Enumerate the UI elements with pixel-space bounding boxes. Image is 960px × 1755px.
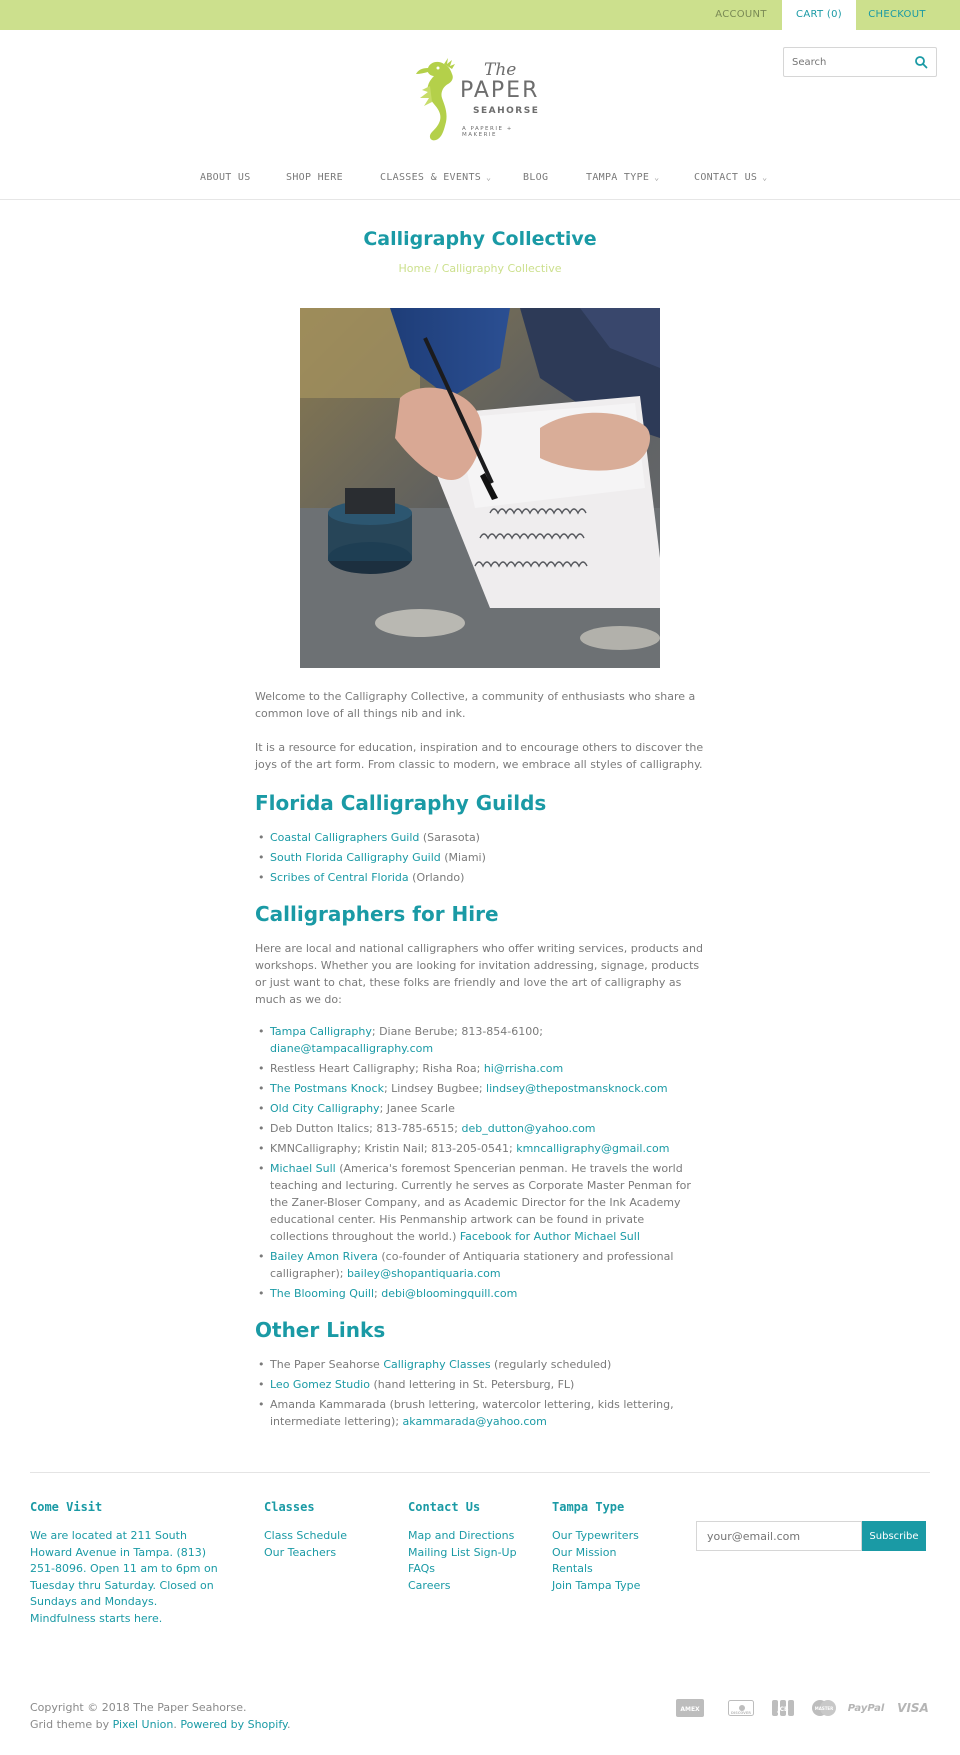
footer-link-mission[interactable]: Our Mission	[552, 1545, 617, 1559]
list-item-text: ;	[374, 1287, 382, 1300]
footer-tampa-type	[552, 1500, 682, 1594]
pixel-union-link[interactable]: Pixel Union	[112, 1717, 174, 1731]
list-item	[255, 1100, 705, 1117]
list-item-text: Amanda Kammarada (brush lettering, watercolor lettering, kids lettering, intermediate lettering);	[270, 1398, 674, 1428]
calligrapher-link[interactable]: Tampa Calligraphy	[270, 1025, 372, 1038]
guild-link[interactable]: Scribes of Central Florida	[270, 871, 409, 884]
mastercard-label: MASTER	[814, 1706, 834, 1711]
chevron-down-icon: ⌄	[654, 173, 660, 182]
copyright-text: Copyright © 2018 The Paper Seahorse.	[30, 1701, 247, 1714]
email-link[interactable]: deb_dutton@yahoo.com	[461, 1122, 596, 1135]
account-link[interactable]: ACCOUNT	[715, 9, 767, 20]
breadcrumb	[0, 262, 960, 275]
list-item-text: (Miami)	[440, 851, 486, 864]
list-item-text: (Orlando)	[408, 871, 465, 884]
theme-credit	[30, 1717, 290, 1734]
guild-link[interactable]: South Florida Calligraphy Guild	[270, 851, 441, 864]
breadcrumb-current: Calligraphy Collective	[441, 262, 562, 275]
calligrapher-link[interactable]: The Blooming Quill	[270, 1287, 375, 1300]
intro-paragraph: Welcome to the Calligraphy Collective, a community of enthusiasts who share a common love of all things nib and ink.	[255, 690, 696, 720]
email-link[interactable]: bailey@shopantiquaria.com	[346, 1267, 501, 1280]
visa-icon: VISA	[897, 1701, 929, 1715]
list-item-text: (co-founder of Antiquaria stationery and professional calligrapher);	[270, 1250, 674, 1280]
breadcrumb-home[interactable]: Home	[398, 262, 431, 275]
calligrapher-link[interactable]: Michael Sull	[270, 1162, 336, 1175]
jcb-label: JCB	[777, 1706, 789, 1713]
site-logo[interactable]	[412, 54, 548, 146]
logo-tagline: A PAPERIE + MAKERIE	[462, 126, 513, 138]
list-item-text: ; Diane Berube; 813-854-6100;	[371, 1025, 543, 1038]
list-item	[255, 1023, 705, 1057]
email-link[interactable]: kmncalligraphy@gmail.com	[516, 1142, 670, 1155]
calligrapher-link[interactable]: The Postmans Knock	[270, 1082, 384, 1095]
hire-intro: Here are local and national calligraphers who offer writing services, products and workshops. Whether you are looking for invitation addressing, signage, products or just want to chat, these folks are friendly and love the art of calligraphy as much as we do:	[255, 942, 703, 1006]
chevron-down-icon: ⌄	[762, 173, 768, 182]
main-nav	[0, 166, 960, 200]
cart-link[interactable]: CART (0)	[782, 0, 856, 30]
seahorse-icon	[414, 56, 460, 144]
breadcrumb-separator: /	[431, 262, 442, 275]
email-link[interactable]: debi@bloomingquill.com	[381, 1287, 518, 1300]
list-item-text: (hand lettering in St. Petersburg, FL)	[369, 1378, 575, 1391]
footer-link-faqs[interactable]: FAQs	[408, 1562, 436, 1575]
shopify-link[interactable]: Powered by Shopify	[180, 1717, 287, 1731]
list-item-text: (Sarasota)	[419, 831, 480, 844]
discover-label: DISCOVER	[731, 1711, 751, 1715]
amex-icon	[676, 1698, 704, 1718]
footer-link-typewriters[interactable]: Our Typewriters	[552, 1529, 639, 1542]
list-item	[255, 829, 705, 846]
list-item	[255, 1285, 705, 1302]
footer-heading: Come Visit	[30, 1500, 103, 1514]
checkout-link[interactable]: CHECKOUT	[868, 9, 926, 20]
footer-classes	[264, 1500, 394, 1561]
list-item	[255, 1356, 705, 1373]
calligraphy-photo	[300, 308, 660, 668]
other-links-list	[255, 1356, 705, 1430]
facebook-link[interactable]: Facebook for Author Michael Sull	[459, 1230, 640, 1243]
subscribe-button[interactable]: Subscribe	[862, 1521, 926, 1551]
list-item	[255, 1376, 705, 1393]
list-item-text: (regularly scheduled)	[490, 1358, 612, 1371]
list-item-text: ; Lindsey Bugbee;	[383, 1082, 487, 1095]
nav-label: TAMPA TYPE	[586, 172, 650, 183]
list-item-text: (America's foremost Spencerian penman. He travels the world teaching and lecturing. Currently he serves as Corporate Master Penman for the Zaner-Bloser Company, and as Academic Director for the Ink Academy educational center. His Penmanship artwork can be found in private collections throughout the world.)	[270, 1162, 691, 1243]
newsletter-form	[696, 1521, 926, 1551]
calligrapher-link[interactable]: Old City Calligraphy	[270, 1102, 380, 1115]
nav-label: CONTACT US	[694, 172, 758, 183]
footer-heading: Classes	[264, 1500, 315, 1514]
theme-credit-text: Grid theme by	[30, 1717, 113, 1731]
list-item	[255, 1080, 705, 1097]
footer-contact	[408, 1500, 548, 1594]
hire-list	[255, 1023, 705, 1302]
chevron-down-icon: ⌄	[486, 173, 492, 182]
footer-link-careers[interactable]: Careers	[408, 1578, 451, 1592]
intro-paragraph: It is a resource for education, inspiration and to encourage others to discover the joys of the art form. From classic to modern, we embrace all styles of calligraphy.	[255, 741, 704, 771]
logo-seahorse: SEAHORSE	[473, 106, 540, 116]
nav-label: BLOG	[523, 172, 549, 183]
nav-label: ABOUT US	[200, 172, 251, 183]
page-title: Calligraphy Collective	[363, 228, 597, 250]
guilds-list	[255, 829, 705, 886]
list-item	[255, 1248, 705, 1282]
top-bar	[0, 0, 960, 30]
list-item	[255, 1060, 705, 1077]
search-box	[783, 47, 937, 77]
footer-link-class-schedule[interactable]: Class Schedule	[264, 1529, 347, 1542]
payment-icons	[676, 1698, 932, 1718]
visit-text: We are located at 211 South Howard Avenue in Tampa. (813) 251-8096. Open 11 am to 6pm on Tuesday thru Saturday. Closed on Sundays and Mondays. Mindfulness starts here.	[30, 1529, 218, 1625]
footer-link-mailing-list[interactable]: Mailing List Sign-Up	[408, 1545, 517, 1559]
footer-link-join[interactable]: Join Tampa Type	[552, 1578, 641, 1592]
email-link[interactable]: hi@rrisha.com	[483, 1062, 564, 1075]
footer-visit	[30, 1500, 225, 1627]
list-item-text: The Paper Seahorse	[270, 1358, 384, 1371]
nav-tampa-type[interactable]	[586, 172, 659, 183]
search-icon[interactable]	[914, 55, 928, 69]
nav-shop-here[interactable]	[286, 172, 343, 183]
theme-credit-sep: .	[173, 1717, 181, 1731]
theme-credit-end: .	[286, 1717, 291, 1731]
footer-heading: Tampa Type	[552, 1500, 625, 1514]
other-links-heading: Other Links	[255, 1318, 386, 1342]
footer-link-map[interactable]: Map and Directions	[408, 1529, 515, 1542]
guilds-heading: Florida Calligraphy Guilds	[255, 791, 547, 815]
mastercard-icon	[810, 1698, 838, 1718]
copyright	[30, 1700, 290, 1733]
discover-icon	[728, 1698, 754, 1718]
list-item	[255, 1160, 705, 1245]
list-item	[255, 1396, 705, 1430]
nav-blog[interactable]	[523, 172, 548, 183]
nav-classes-events[interactable]	[380, 172, 491, 183]
list-item	[255, 869, 705, 886]
nav-contact-us[interactable]	[694, 172, 767, 183]
amex-label: AMEX	[680, 1706, 700, 1713]
nav-about-us[interactable]	[200, 172, 251, 183]
logo-paper: PAPER	[460, 78, 540, 103]
list-item	[255, 849, 705, 866]
footer-heading: Contact Us	[408, 1500, 481, 1514]
search-input[interactable]	[792, 54, 910, 70]
email-link[interactable]: diane@tampacalligraphy.com	[270, 1042, 434, 1055]
studio-link[interactable]: Leo Gomez Studio	[270, 1378, 370, 1391]
nav-label: CLASSES & EVENTS	[380, 172, 482, 183]
email-link[interactable]: akammarada@yahoo.com	[402, 1415, 547, 1428]
email-link[interactable]: lindsey@thepostmansknock.com	[486, 1082, 668, 1095]
classes-link[interactable]: Calligraphy Classes	[383, 1358, 491, 1371]
nav-label: SHOP HERE	[286, 172, 343, 183]
list-item	[255, 1140, 705, 1157]
list-item	[255, 1120, 705, 1137]
calligrapher-link[interactable]: Bailey Amon Rivera	[270, 1250, 378, 1263]
email-field[interactable]	[696, 1521, 862, 1551]
paypal-icon: PayPal	[847, 1702, 885, 1714]
footer-link-our-teachers[interactable]: Our Teachers	[264, 1545, 337, 1559]
hire-heading: Calligraphers for Hire	[255, 902, 499, 926]
footer-divider	[30, 1472, 930, 1473]
list-item-text: ; Janee Scarle	[379, 1102, 455, 1115]
jcb-icon	[772, 1698, 794, 1718]
logo-the: The	[484, 60, 517, 80]
page-content	[255, 688, 705, 1430]
footer-link-rentals[interactable]: Rentals	[552, 1562, 593, 1575]
list-item-text: KMNCalligraphy; Kristin Nail; 813-205-0541;	[270, 1142, 517, 1155]
guild-link[interactable]: Coastal Calligraphers Guild	[270, 831, 420, 844]
list-item-text: Deb Dutton Italics; 813-785-6515;	[270, 1122, 462, 1135]
list-item-text: Restless Heart Calligraphy; Risha Roa;	[270, 1062, 484, 1075]
